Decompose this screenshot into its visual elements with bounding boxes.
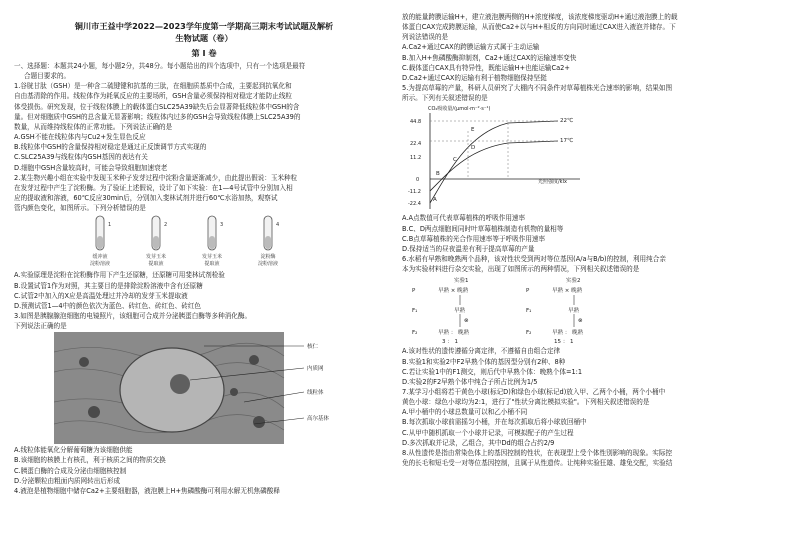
text-line: 体受损伤。研究发现，位于线粒体膜上的载体蛋白SLC25A39缺失后会显著降低线粒体中GSH的含 bbox=[14, 102, 300, 111]
option-line: B.每次抓取小球前需摇匀小桶，并在每次抓取后将小球放回桶中 bbox=[402, 418, 587, 427]
nucleolus bbox=[170, 374, 190, 394]
gen-p: P bbox=[526, 288, 530, 295]
option-line: B.实验1和实验2中F2早熟个体的基因型分别有2种、8种 bbox=[402, 357, 566, 366]
option-line: D.Ca2+通过CAX的运输有利于植物细胞保持坚挺 bbox=[402, 73, 547, 82]
point-label: B bbox=[436, 171, 440, 178]
option-line: A.A点数值可代表草莓植株的呼吸作用速率 bbox=[402, 214, 526, 223]
text-line: 放的能量跨膜运输H+，建立液泡膜两侧的H+浓度梯度，该浓度梯度驱动H+通过液泡膜上的载 bbox=[402, 13, 678, 21]
tube-number: 3 bbox=[220, 222, 224, 229]
text-line: 3.如图是胰腺腺泡细胞的电镜照片，该细胞可合成并分泌胰蛋白酶等多种消化酶。 bbox=[14, 311, 252, 320]
option-line: B.加入H+焦磷酸酶抑制剂，Ca2+通过CAX的运输速率变快 bbox=[402, 53, 577, 62]
test-tubes-svg bbox=[74, 214, 314, 268]
cell-label: 高尔基体 bbox=[307, 416, 330, 423]
text-line: 8.从性遗传是指由常染色体上的基因控制的性状，在表现型上受个体性别影响的现象。实际控 bbox=[402, 448, 673, 457]
tube-number: 2 bbox=[164, 222, 168, 229]
exp1-p: 早熟 × 晚熟 bbox=[438, 288, 469, 295]
option-line: D.实验2的F2早熟个体中纯合子所占比例为1/5 bbox=[402, 377, 538, 386]
curve-22c bbox=[430, 121, 558, 203]
part-heading: 第 Ⅰ 卷 bbox=[191, 48, 217, 58]
text-line: 合题目要求的。 bbox=[24, 72, 71, 81]
tube-number: 1 bbox=[108, 222, 112, 229]
exp2-ratio: 15 ： 1 bbox=[554, 339, 574, 346]
option-line: B.设置试管1作为对照，其主要目的是排除淀粉溶液中含有还原糖 bbox=[14, 281, 203, 290]
tube-label: 发芽玉米 bbox=[145, 254, 167, 261]
tube-sublabel: 提取液 bbox=[204, 261, 220, 268]
series-label-17: 17℃ bbox=[560, 138, 574, 145]
gen-f2: F₂ bbox=[526, 330, 532, 337]
cell-label: 核仁 bbox=[307, 344, 319, 351]
exp1-ratio: 3 ： 1 bbox=[442, 339, 458, 346]
exp1-f2: 早熟 ： 晚熟 bbox=[438, 330, 469, 337]
option-line: B.线粒体中GSH的含量保持相对稳定是通过正反馈调节方式实现的 bbox=[14, 143, 207, 152]
text-line: 黄色小球：绿色小球均为2:1，进行了"性状分离比模拟实验"。下列相关叙述错误的是 bbox=[402, 398, 650, 407]
text-line: 5.为提高草莓的产量，科研人员研究了大棚内不同条件对草莓植株光合速率的影响，结果如图 bbox=[402, 84, 673, 93]
exp1-title: 实验1 bbox=[454, 278, 469, 285]
text-line: 6.水稻有早熟和晚熟两个品种，该对性状受到两对等位基因(A/a与B/b)的控制，利用纯合亲 bbox=[402, 255, 666, 264]
tube-sublabel: 提取液 bbox=[148, 261, 164, 268]
right-column bbox=[402, 12, 784, 560]
selfing-symbol: ⊗ bbox=[464, 318, 469, 325]
test-tubes-figure bbox=[74, 214, 314, 268]
gen-f1: F₁ bbox=[412, 308, 418, 315]
option-line: A.该对性状的遗传遵循分离定律，不遵循自由组合定律 bbox=[402, 347, 561, 356]
point-label: E bbox=[471, 127, 475, 134]
point-label: A bbox=[433, 197, 437, 204]
option-line: C.SLC25A39与线粒体内GSH基因的表达有关 bbox=[14, 153, 148, 162]
option-line: A.线粒体能氧化分解葡萄糖为该细胞供能 bbox=[14, 446, 133, 455]
tube-number: 4 bbox=[276, 222, 280, 229]
text-line: 数量，从而维持线粒体的正常功能。下列说法正确的是 bbox=[14, 122, 173, 131]
text-line: 在发芽过程中产生了淀粉酶。为了验证上述假说，设计了如下实验：在1—4号试管中分别加入相 bbox=[14, 183, 293, 192]
co2-ytick: 44.8 bbox=[410, 119, 422, 126]
text-line: 1.谷胱甘肽（GSH）是一种含二硫键键和抗基的三肽，在细胞质基质中合成，主要起到抗氧化和 bbox=[14, 82, 292, 91]
co2-ytick: -11.2 bbox=[408, 189, 421, 196]
exp2-f2: 早熟 ： 晚熟 bbox=[552, 330, 583, 337]
series-label-22: 22℃ bbox=[560, 118, 574, 125]
option-line: D.保持适当的昼夜温差有利于提高草莓的产量 bbox=[402, 244, 535, 253]
text-line: 应的提取液和溶液，60℃反应30min后，分别加入斐林试剂并进行60℃水浴加热，观察试 bbox=[14, 194, 278, 203]
option-line: C.从甲中随机抓取一个小球并记录，可模拟配子的产生过程 bbox=[402, 428, 574, 437]
cell-micrograph-svg bbox=[54, 332, 354, 444]
tube-label: 淀粉酶 bbox=[260, 254, 276, 261]
option-line: B.该细胞的核膜上有核孔，利于核质之间的物质交换 bbox=[14, 456, 166, 465]
cell-label: 线粒体 bbox=[307, 390, 324, 397]
co2-xlabel: 光照强度/klx bbox=[538, 179, 567, 186]
option-line: C.B点草莓植株的光合作用速率等于呼吸作用速率 bbox=[402, 234, 546, 243]
text-line: 本为实验材料进行杂交实验，出现了如图所示的两种情况，下列相关叙述错误的是 bbox=[402, 265, 640, 274]
option-line: A.GSH不能在线粒体内与Cu2+发生显色反应 bbox=[14, 133, 146, 142]
text-line: 体蛋白CAX完成跨膜运输，从而使Ca2+以与H+相反的方向同时通过CAX进入液泡并储存。下 bbox=[402, 23, 676, 32]
text-line: 2.某生物兴趣小组在实验中发现玉米种子发芽过程中淀粉含量逐渐减少，由此提出假说：玉米种粒 bbox=[14, 173, 298, 182]
text-line: 自由基清除的作用。线粒体作为耗氧反应的主要场所，GSH含量必须保持相对稳定才能防止线粒 bbox=[14, 92, 293, 101]
exp2-p: 早熟 × 晚熟 bbox=[552, 288, 583, 295]
option-line: A.甲小桶中的小球总数量可以和乙小桶不同 bbox=[402, 408, 528, 417]
exam-title: 铜川市王益中学2022—2023学年度第一学期高三期末考试试题及解析 bbox=[74, 21, 334, 31]
cell-micrograph-figure bbox=[54, 332, 354, 444]
tube-sublabel: 淀粉溶液 bbox=[89, 261, 111, 268]
option-line: D.分泌颗粒由粗面内质网转出后形成 bbox=[14, 476, 121, 485]
option-line: B.C、D两点细胞间同时叶草莓植株制造有机物的量相等 bbox=[402, 224, 564, 233]
co2-ytick: 22.4 bbox=[410, 141, 422, 148]
exam-subtitle: 生物试题（卷） bbox=[175, 33, 233, 43]
option-line: D.预测试管1—4中的颜色依次为蓝色、砖红色、砖红色、砖红色 bbox=[14, 301, 201, 310]
tube-sublabel: 淀粉溶液 bbox=[257, 261, 279, 268]
text-line: 4.液泡是植物细胞中储存Ca2+主要细胞器，液泡膜上H+焦磷酸酶可利用水解无机焦磷酸释 bbox=[14, 486, 280, 495]
option-line: A.实验原理是淀粉在淀粉酶作用下产生还原糖，还原糖可用斐林试剂检验 bbox=[14, 271, 225, 280]
co2-curve-figure bbox=[408, 103, 598, 213]
exp1-f1: 早熟 bbox=[454, 308, 466, 315]
tube-label: 缓冲液 bbox=[92, 254, 108, 261]
left-column bbox=[14, 20, 394, 560]
cross-diagram-svg bbox=[408, 274, 668, 346]
option-line: D.多次抓取并记录，乙组合，其中Dd的组合占约2/9 bbox=[402, 438, 555, 447]
text-line: 管内颜色变化，如图所示。下列分析错误的是 bbox=[14, 204, 146, 213]
text-line: 一、选择题：本题共24小题，每小题2分，共48分。每小题给出的四个选项中，只有一个选项是最符 bbox=[14, 62, 306, 70]
text-line: 所示。下列有关叙述错误的是 bbox=[402, 94, 488, 103]
option-line: C.载体蛋白CAX具有特异性，既能运输H+也能运输Ca2+ bbox=[402, 63, 570, 72]
gen-f2: F₂ bbox=[412, 330, 418, 337]
text-line: 下列说法正确的是 bbox=[14, 322, 67, 331]
exp2-title: 实验2 bbox=[566, 278, 581, 285]
co2-curve-svg bbox=[408, 103, 598, 213]
cell-label: 内质网 bbox=[307, 366, 324, 373]
option-line: D.细胞中GSH含量较高时，可能会导致细胞加速衰老 bbox=[14, 163, 168, 172]
option-line: A.Ca2+通过CAX的跨膜运输方式属于主动运输 bbox=[402, 43, 540, 52]
tube-label: 发芽玉米 bbox=[201, 254, 223, 261]
text-line: 量。但对细胞质中GSH的总含量无显著影响；线粒体内过多的GSH会导致线粒体膜上SLC25A39的 bbox=[14, 112, 301, 121]
exp2-f1: 早熟 bbox=[568, 308, 580, 315]
co2-ytick: 11.2 bbox=[410, 155, 422, 162]
co2-ytick: -22.4 bbox=[408, 201, 421, 208]
gen-p: P bbox=[412, 288, 416, 295]
point-label: D bbox=[471, 145, 476, 152]
option-line: C.胰蛋白酶的合成及分泌由细胞核控制 bbox=[14, 466, 127, 475]
option-line: C.若让实验1中的F1测交，则后代中早熟个体：晚熟个体=1:1 bbox=[402, 367, 583, 376]
selfing-symbol: ⊗ bbox=[578, 318, 583, 325]
text-line: 免的长毛和短毛受一对等位基因控制，且属于从性遗传。让纯种实验狂雄、雄兔交配，实验结 bbox=[402, 459, 673, 468]
cross-diagram-figure bbox=[408, 274, 668, 346]
co2-ytick: 0 bbox=[416, 177, 420, 184]
gen-f1: F₁ bbox=[526, 308, 532, 315]
text-line: 列说法错误的是 bbox=[402, 33, 449, 42]
point-label: C bbox=[453, 157, 457, 164]
text-line: 7.某学习小组将若干黄色小球(标记D)和绿色小球(标记d)放入甲、乙两个小桶，两个小桶中 bbox=[402, 387, 666, 396]
co2-ylabel: CO₂吸收量/(μmol·m⁻²·s⁻¹) bbox=[428, 106, 491, 113]
option-line: C.试管2中加入的X应是高温处理过并冷却的发芽玉米提取液 bbox=[14, 291, 188, 300]
